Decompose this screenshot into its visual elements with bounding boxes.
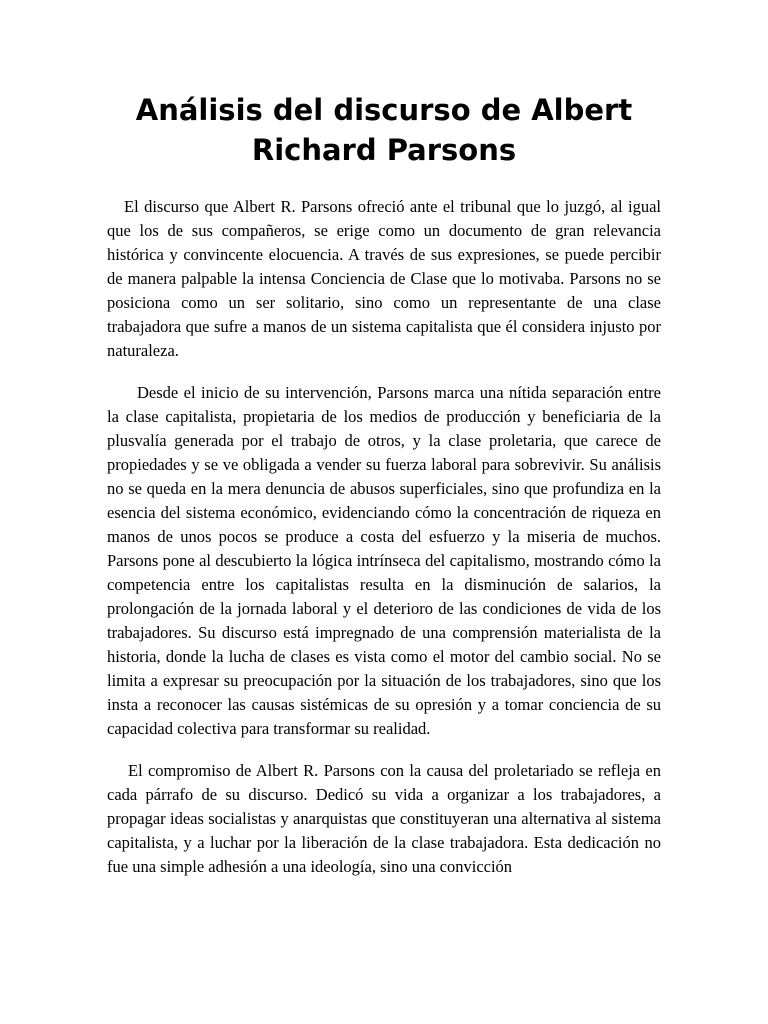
document-page — [107, 90, 661, 897]
document-title: Análisis del discurso de Albert Richard Parsons — [135, 93, 633, 167]
paragraph-2: Desde el inicio de su intervención, Parsons marca una nítida separación entre la clase capitalista, propietaria de los medios de producción y beneficiaria de la plusvalía generada por el trabajo de otros, y la clase proletaria, que carece de propiedades y se ve obligada a vender su fuerza laboral para sobrevivir. Su análisis no se queda en la mera denuncia de abusos superficiales, sino que profundiza en la esencia del sistema económico, evidenciando cómo la concentración de riqueza en manos de unos pocos se produce a costa del esfuerzo y la miseria de muchos. Parsons pone al descubierto la lógica intrínseca del capitalismo, mostrando cómo la competencia entre los capitalistas resulta en la disminución de salarios, la prolongación de la jornada laboral y el deterioro de las condiciones de vida de los trabajadores. Su discurso está impregnado de una comprensión materialista de la historia, donde la lucha de clases es vista como el motor del cambio social. No se limita a expresar su preocupación por la situación de los trabajadores, sino que los insta a reconocer las causas sistémicas de su opresión y a tomar conciencia de su capacidad colectiva para transformar su realidad. — [107, 383, 661, 738]
paragraph-3: El compromiso de Albert R. Parsons con la causa del proletariado se refleja en cada párrafo de su discurso. Dedicó su vida a organizar a los trabajadores, a propagar ideas socialistas y anarquistas que constituyeran una alternativa al sistema capitalista, y a luchar por la liberación de la clase trabajadora. Esta dedicación no fue una simple adhesión a una ideología, sino una convicción — [107, 761, 661, 876]
paragraph-1: El discurso que Albert R. Parsons ofreció ante el tribunal que lo juzgó, al igual que los de sus compañeros, se erige como un documento de gran relevancia histórica y convincente elocuencia. A través de sus expresiones, se puede percibir de manera palpable la intensa Conciencia de Clase que lo motivaba. Parsons no se posiciona como un ser solitario, sino como un representante de una clase trabajadora que sufre a manos de un sistema capitalista que él considera injusto por naturaleza. — [107, 197, 661, 360]
